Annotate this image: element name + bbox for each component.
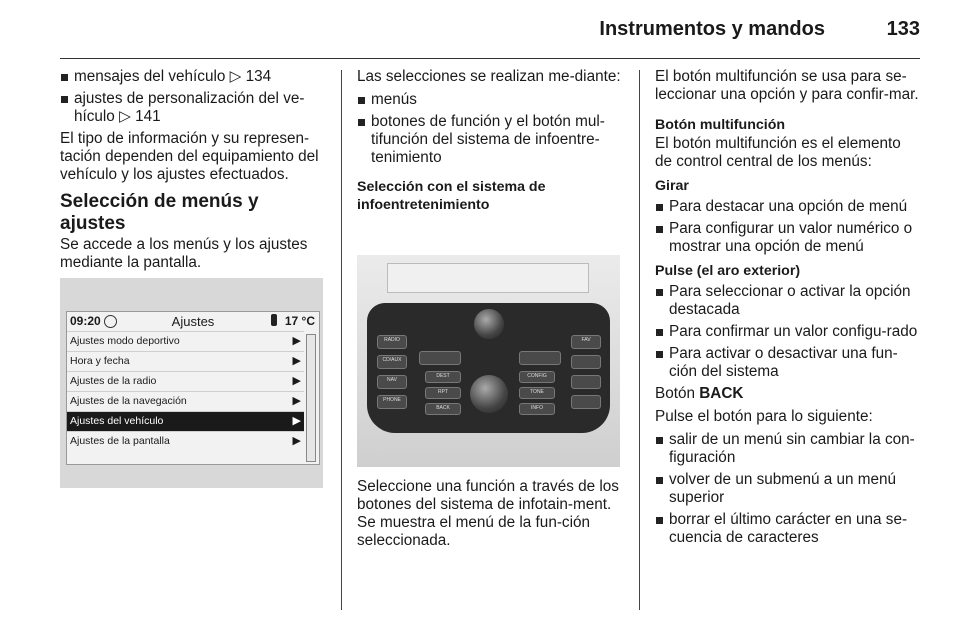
chevron-right-icon: ▶ xyxy=(292,435,301,447)
column-2-bottom xyxy=(357,478,623,555)
paragraph: El botón multifunción es el elemento de control central de los menús: xyxy=(655,135,901,170)
column-divider xyxy=(341,70,342,610)
menu-item[interactable]: Ajustes de la navegación ▶ xyxy=(67,391,304,411)
section-title: Instrumentos y mandos xyxy=(599,18,825,40)
list-item: menús xyxy=(357,91,623,109)
chevron-right-icon: ▶ xyxy=(292,395,301,407)
paragraph: Las selecciones se realizan me-diante: xyxy=(357,68,621,85)
panel-button xyxy=(571,355,601,369)
back-button-line xyxy=(655,385,920,403)
list-item: Para confirmar un valor configu-rado xyxy=(655,323,920,341)
thermometer-icon xyxy=(271,314,277,326)
subheading: Botón multifunción xyxy=(655,117,786,133)
header-rule xyxy=(60,58,920,59)
panel-button: RADIO xyxy=(377,335,407,349)
chevron-right-icon: ▶ xyxy=(292,375,301,387)
panel-button: BACK xyxy=(425,403,461,415)
paragraph: Seleccione una función a través de los botones del sistema de infotain-ment. Se muestra el menú de la fun-ción seleccionada. xyxy=(357,478,619,549)
back-label-prefix: Botón xyxy=(655,385,695,402)
panel-button: PHONE xyxy=(377,395,407,409)
subheading: Girar xyxy=(655,178,689,194)
list-item: ajustes de personalización del ve-hículo ▷ 141 xyxy=(60,90,328,126)
panel-button: RPT xyxy=(425,387,461,399)
paragraph: El botón multifunción se usa para se-leccionar una opción y para confir-mar. xyxy=(655,68,919,103)
screen-scrollbar[interactable] xyxy=(306,334,316,462)
subheading: Selección con el sistema de infoentretenimiento xyxy=(357,179,546,213)
list-item: Para destacar una opción de menú xyxy=(655,198,920,216)
paragraph: Se accede a los menús y los ajustes mediante la pantalla. xyxy=(60,236,308,271)
panel-button: INFO xyxy=(519,403,555,415)
panel-button: NAV xyxy=(377,375,407,389)
panel-button: TONE xyxy=(519,387,555,399)
list-item: mensajes del vehículo ▷ 134 xyxy=(60,68,328,86)
section-heading: Selección de menús y ajustes xyxy=(60,191,259,234)
page-header xyxy=(60,18,920,58)
column-2 xyxy=(357,68,623,217)
menu-item[interactable]: Ajustes modo deportivo ▶ xyxy=(67,331,304,351)
infotainment-panel-image xyxy=(357,255,620,467)
panel-button: DEST xyxy=(425,371,461,383)
menu-item[interactable]: Ajustes de la radio ▶ xyxy=(67,371,304,391)
list-item: botones de función y el botón mul-tifunción del sistema de infoentre-tenimiento xyxy=(357,113,623,167)
screen-temperature: 17 °C xyxy=(284,314,315,328)
panel-button: FAV xyxy=(571,335,601,349)
column-divider xyxy=(639,70,640,610)
chevron-right-icon: ▶ xyxy=(292,415,301,427)
panel-button xyxy=(571,375,601,389)
control-panel-face xyxy=(367,303,610,433)
list-item: borrar el último carácter en una se-cuencia de caracteres xyxy=(655,511,920,547)
menu-item[interactable]: Hora y fecha ▶ xyxy=(67,351,304,371)
chevron-right-icon: ▶ xyxy=(292,355,301,367)
column-1 xyxy=(60,68,328,277)
chevron-right-icon: ▶ xyxy=(292,335,301,347)
list-item: salir de un menú sin cambiar la con-figuración xyxy=(655,431,920,467)
page-number: 133 xyxy=(886,18,920,40)
panel-top-strip xyxy=(387,263,589,293)
screen-time: 09:20 xyxy=(70,314,101,328)
screen-status-bar xyxy=(67,312,319,330)
menu-item-selected[interactable]: Ajustes del vehículo ▶ xyxy=(67,411,304,431)
multifunction-knob-icon xyxy=(470,375,508,413)
list-item: Para seleccionar o activar la opción destacada xyxy=(655,283,920,319)
preset-buttons xyxy=(419,351,461,365)
back-label-name: BACK xyxy=(699,385,744,402)
panel-button xyxy=(571,395,601,409)
list-item: Para configurar un valor numérico o mostrar una opción de menú xyxy=(655,220,920,256)
column-3 xyxy=(655,68,920,551)
settings-screen xyxy=(66,311,320,465)
preset-buttons xyxy=(519,351,561,365)
screen-title: Ajustes xyxy=(171,314,215,329)
panel-button: CD/AUX xyxy=(377,355,407,369)
panel-button: CONFIG xyxy=(519,371,555,383)
power-knob-icon xyxy=(474,309,504,339)
menu-item[interactable]: Ajustes de la pantalla ▶ xyxy=(67,431,304,451)
paragraph: Pulse el botón para lo siguiente: xyxy=(655,408,873,425)
list-item: Para activar o desactivar una fun-ción del sistema xyxy=(655,345,920,381)
paragraph: El tipo de información y su represen-tación dependen del equipamiento del vehículo y los ajustes efectuados. xyxy=(60,130,319,183)
subheading: Pulse (el aro exterior) xyxy=(655,263,801,279)
list-item: volver de un submenú a un menú superior xyxy=(655,471,920,507)
screen-menu-list xyxy=(67,331,304,451)
settings-screen-image xyxy=(60,278,323,488)
